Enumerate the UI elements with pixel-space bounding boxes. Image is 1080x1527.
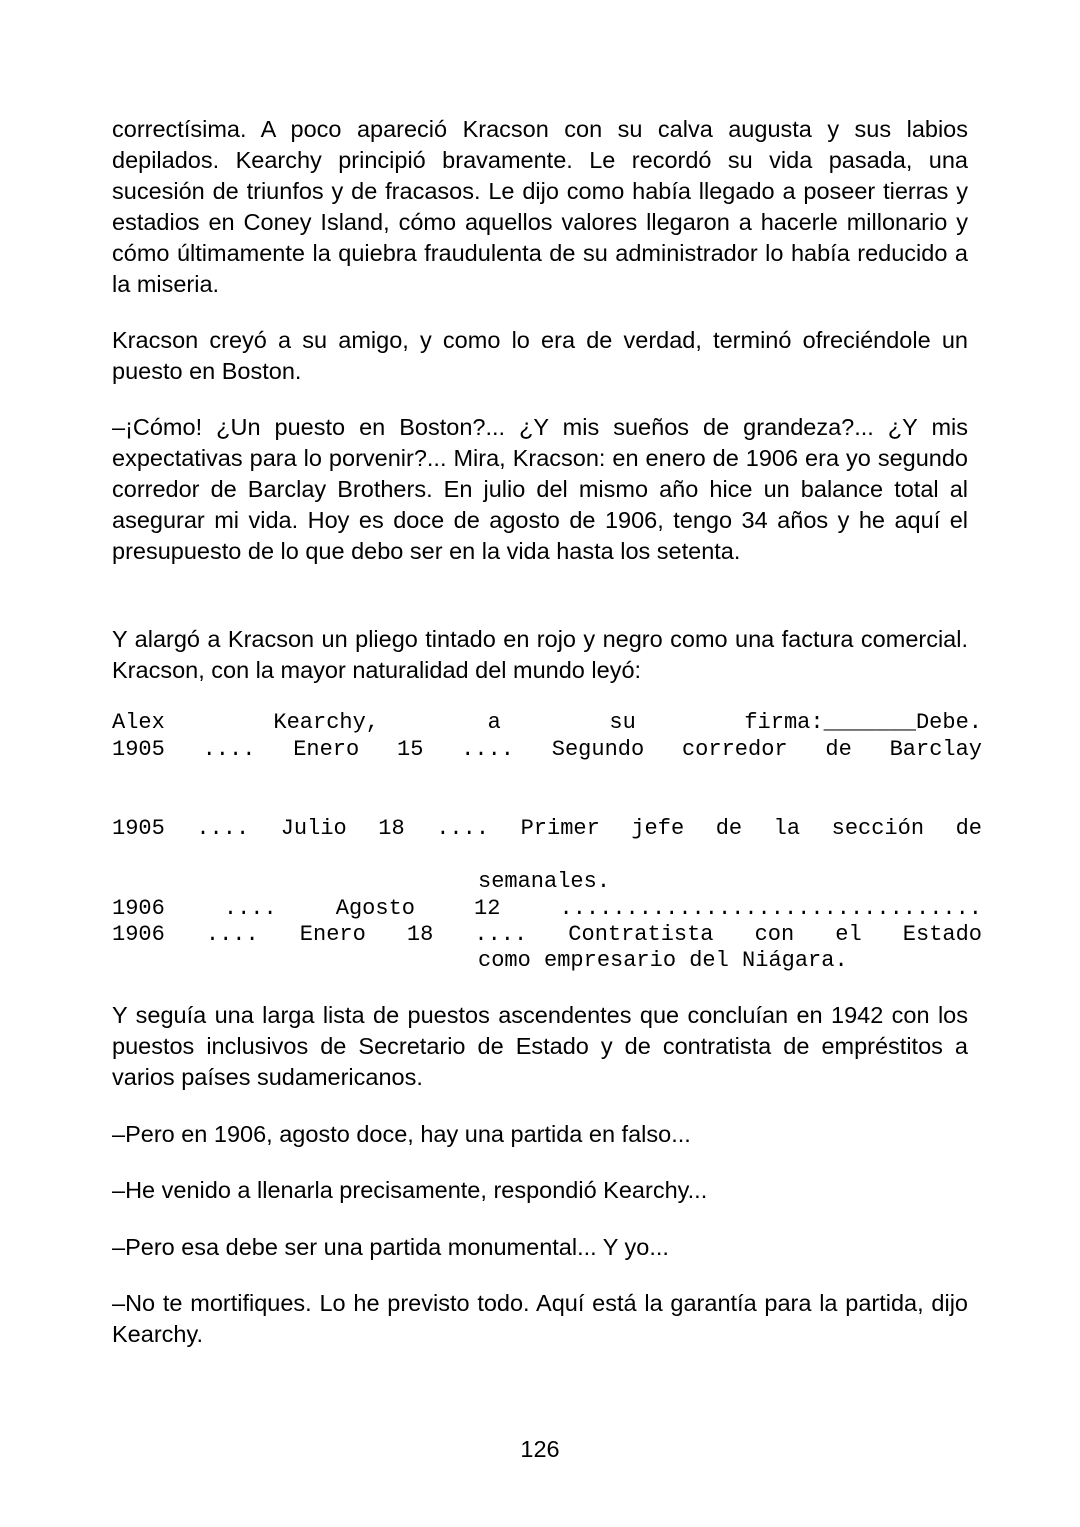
paragraph: Y alargó a Kracson un pliego tintado en rojo y negro como una factura comercial. Kracson, con la mayor naturalidad del mundo leyó: <box>112 626 968 683</box>
paragraph: –He venido a llenarla precisamente, respondió Kearchy... <box>112 1177 708 1203</box>
paragraph: –No te mortifiques. Lo he previsto todo. Aquí está la garantía para la partida, dijo Kearchy. <box>112 1290 968 1347</box>
paragraph: –¡Cómo! ¿Un puesto en Boston?... ¿Y mis sueños de grandeza?... ¿Y mis expectativas para lo porvenir?... Mira, Kracson: en enero de 1906 era yo segundo corredor de Barclay Brothers. En julio del mismo año hice un balance total al asegurar mi vida. Hoy es doce de agosto de 1906, tengo 34 años y he aquí el presupuesto de lo que debo ser en la vida hasta los setenta. <box>112 414 968 564</box>
ledger-line: 1906 .... Enero 18 .... Contratista con el Estado <box>112 922 982 947</box>
ledger-line: 1905 .... Julio 18 .... Primer jefe de la sección de <box>112 816 982 841</box>
ledger-line: semanales. <box>478 869 611 894</box>
ledger-line: como empresario del Niágara. <box>478 948 848 973</box>
paragraph: Y seguía una larga lista de puestos ascendentes que concluían en 1942 con los puestos inclusivos de Secretario de Estado y de contratista de empréstitos a varios países sudamericanos. <box>112 1002 968 1090</box>
paragraph: correctísima. A poco apareció Kracson con su calva augusta y sus labios depilados. Kearchy principió bravamente. Le recordó su vida pasada, una sucesión de triunfos y de fracasos. Le dijo como había llegado a poseer tierras y estadios en Coney Island, cómo aquellos valores llegaron a hacerle millonario y cómo últimamente la quiebra fraudulenta de su administrador lo había reducido a la miseria. <box>112 116 968 297</box>
paragraph: –Pero en 1906, agosto doce, hay una partida en falso... <box>112 1121 691 1147</box>
ledger-line: Alex Kearchy, a su firma:_______Debe. <box>112 710 982 735</box>
paragraph: –Pero esa debe ser una partida monumental... Y yo... <box>112 1234 669 1260</box>
paragraph: Kracson creyó a su amigo, y como lo era de verdad, terminó ofreciéndole un puesto en Boston. <box>112 327 968 384</box>
ledger-line: 1905 .... Enero 15 .... Segundo corredor de Barclay <box>112 737 982 762</box>
page-number: 126 <box>520 1436 560 1462</box>
ledger-line: 1906 .... Agosto 12 ................................ <box>112 896 982 921</box>
